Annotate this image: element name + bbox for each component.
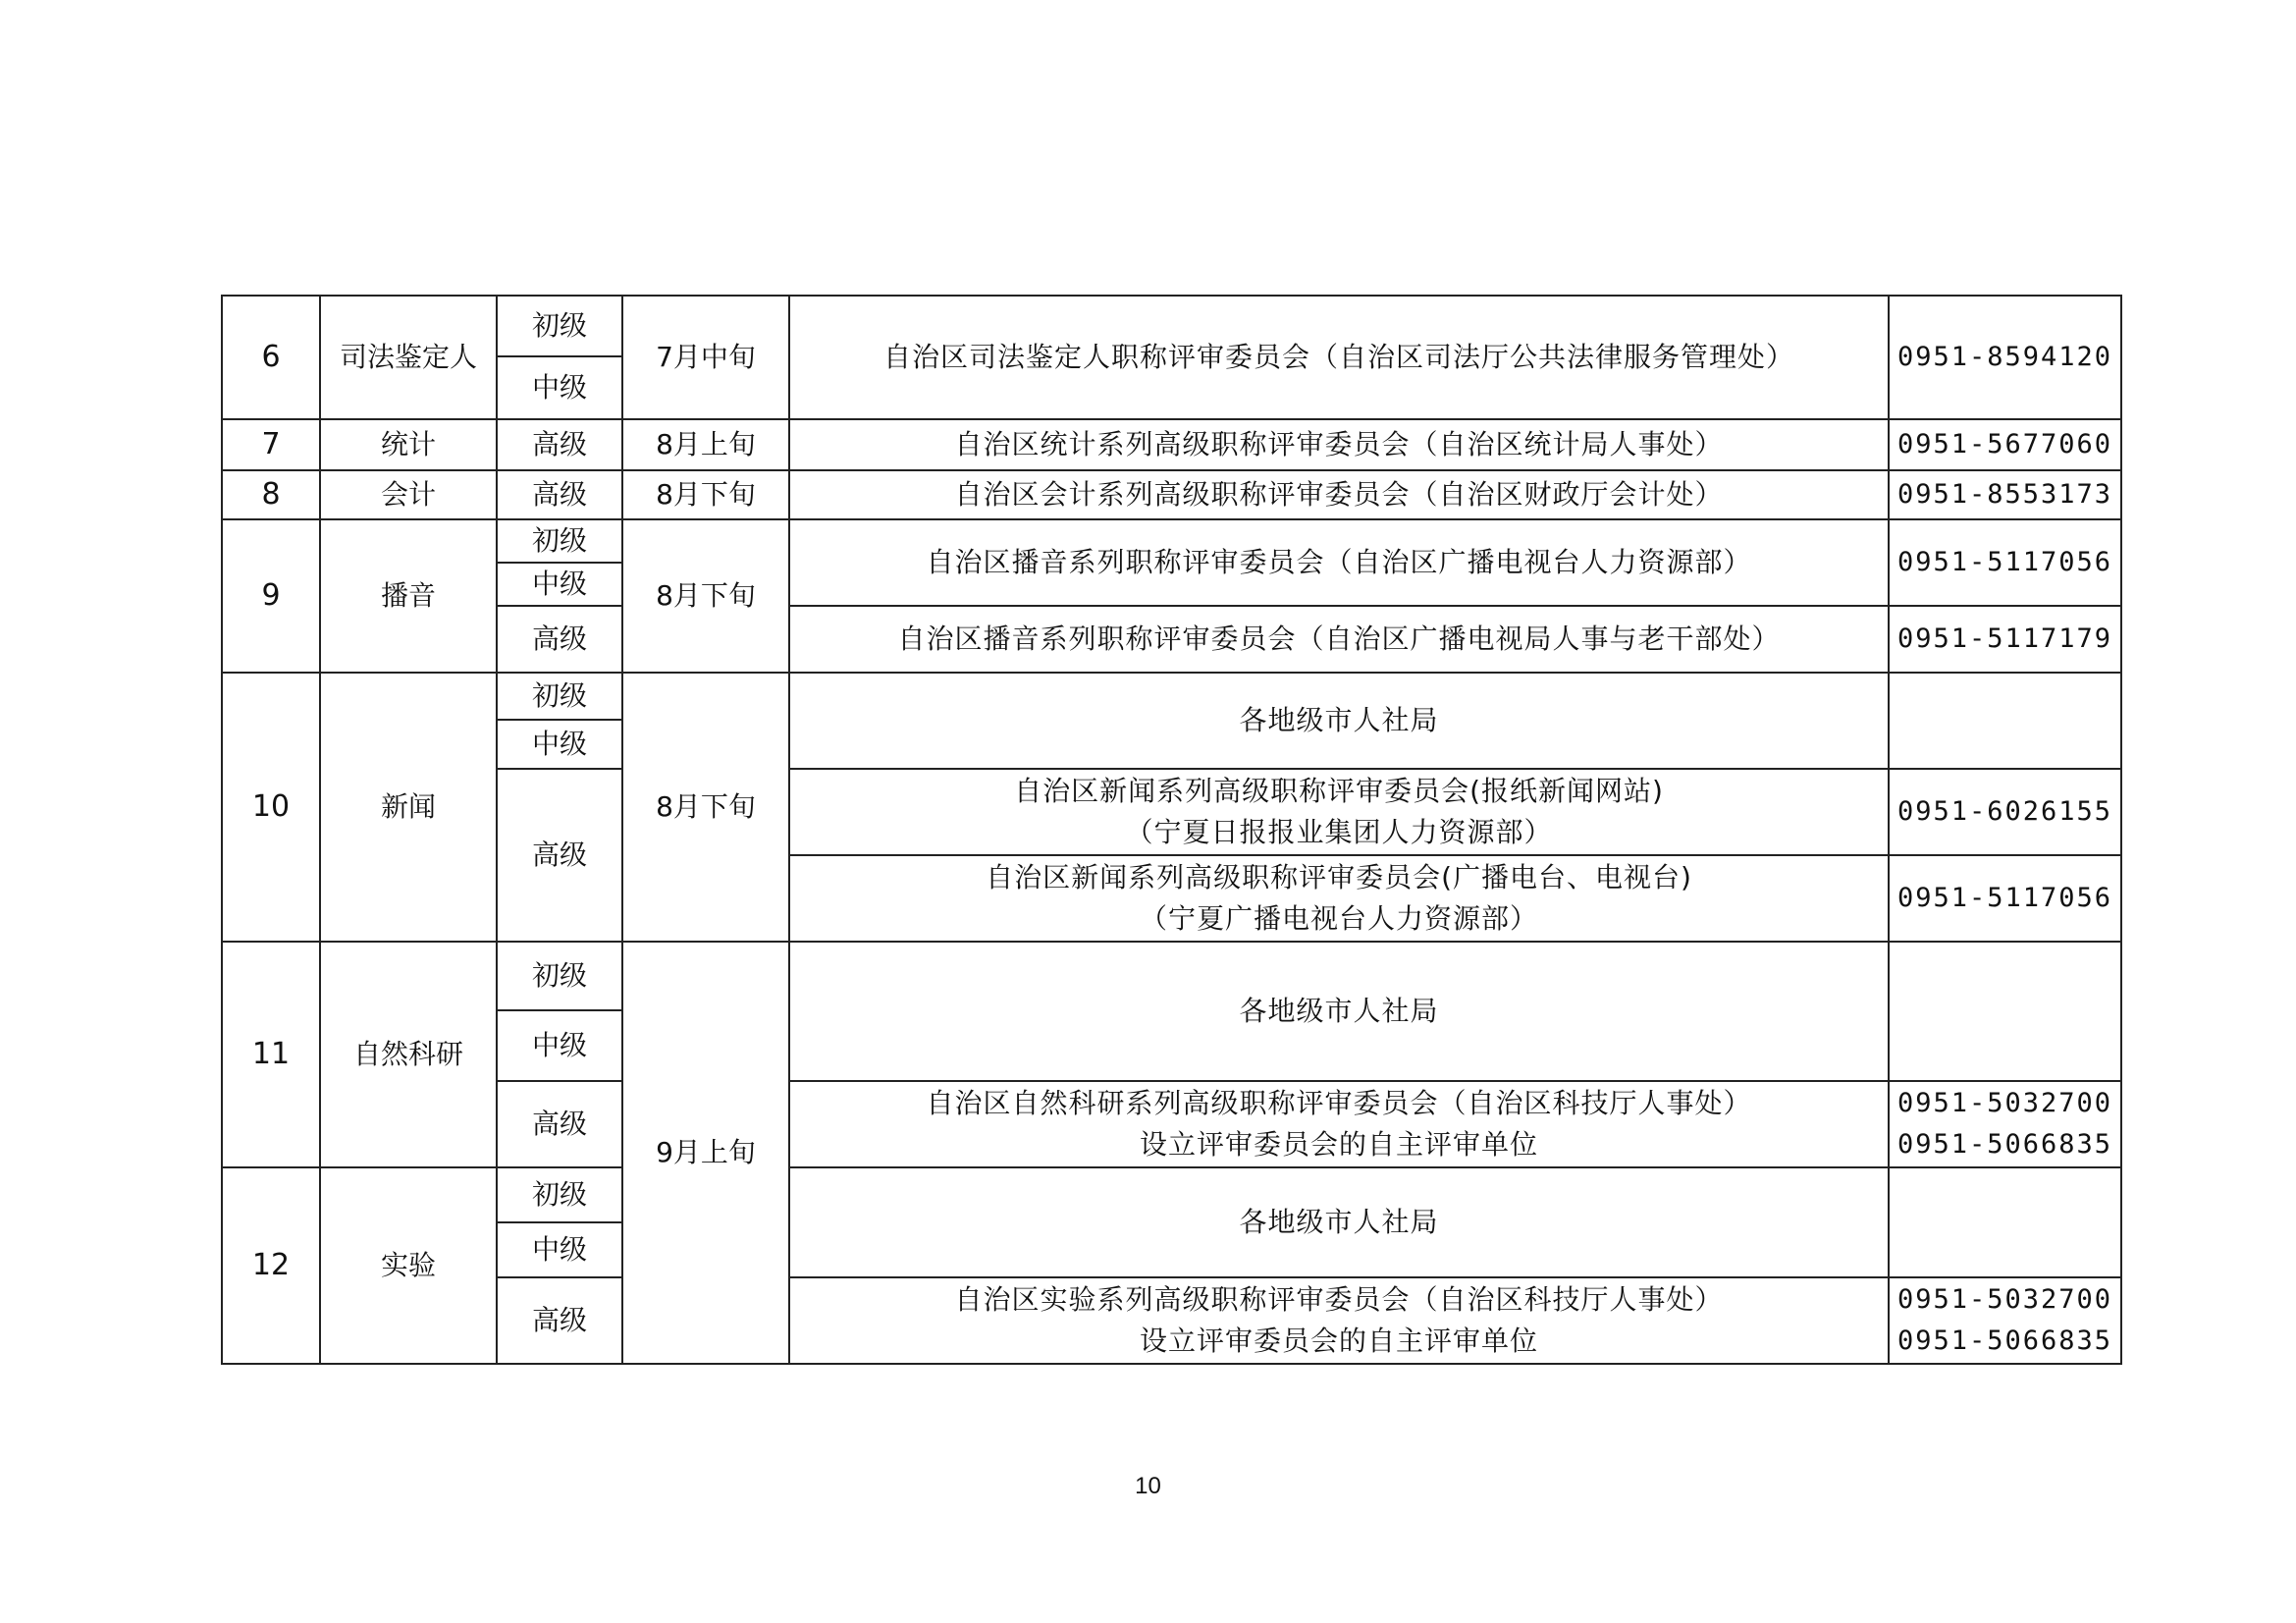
level-cell: 高级 [497,606,622,673]
phone-cell [1889,942,2121,1081]
committee-cell: 各地级市人社局 [789,673,1889,769]
level-cell: 中级 [497,356,622,419]
table-row [222,769,2121,855]
row-number: 11 [222,942,320,1167]
phone-cell: 0951-5117056 [1889,519,2121,606]
committee-cell [789,1081,1889,1167]
committee-line: 设立评审委员会的自主评审单位 [1139,1325,1538,1357]
time-cell: 7月中旬 [622,296,789,419]
phone-cell [1889,673,2121,769]
table-row [222,606,2121,673]
phone-line: 0951-5066835 [1896,1129,2113,1160]
phone-cell: 0951-6026155 [1889,769,2121,855]
level-cell: 初级 [497,296,622,356]
table-row [222,673,2121,720]
row-number: 12 [222,1167,320,1364]
phone-cell: 0951-5677060 [1889,419,2121,470]
category-cell: 会计 [320,470,497,519]
level-cell: 高级 [497,470,622,519]
table-row [222,470,2121,519]
row-number: 7 [222,419,320,470]
phone-cell: 0951-8553173 [1889,470,2121,519]
committee-cell: 自治区司法鉴定人职称评审委员会（自治区司法厅公共法律服务管理处） [789,296,1889,419]
phone-line: 0951-5032700 [1896,1088,2113,1118]
row-number: 8 [222,470,320,519]
level-cell: 高级 [497,1277,622,1364]
committee-cell [789,855,1889,942]
schedule-table [221,295,2122,1365]
committee-cell: 自治区统计系列高级职称评审委员会（自治区统计局人事处） [789,419,1889,470]
committee-line: 自治区实验系列高级职称评审委员会（自治区科技厅人事处） [954,1283,1724,1316]
time-cell: 8月下旬 [622,470,789,519]
level-cell: 中级 [497,1010,622,1081]
category-cell: 实验 [320,1167,497,1364]
table-row [222,1167,2121,1222]
category-cell: 司法鉴定人 [320,296,497,419]
level-cell: 初级 [497,673,622,720]
committee-line: 自治区自然科研系列高级职称评审委员会（自治区科技厅人事处） [926,1087,1752,1119]
time-cell: 8月下旬 [622,673,789,942]
time-cell: 8月上旬 [622,419,789,470]
table-row [222,419,2121,470]
committee-cell [789,1277,1889,1364]
level-cell: 中级 [497,563,622,606]
phone-cell: 0951-8594120 [1889,296,2121,419]
phone-line: 0951-5066835 [1896,1325,2113,1356]
time-cell: 8月下旬 [622,519,789,673]
level-cell: 中级 [497,1222,622,1277]
committee-cell: 自治区播音系列职称评审委员会（自治区广播电视局人事与老干部处） [789,606,1889,673]
committee-cell: 自治区播音系列职称评审委员会（自治区广播电视台人力资源部） [789,519,1889,606]
committee-cell: 自治区会计系列高级职称评审委员会（自治区财政厅会计处） [789,470,1889,519]
level-cell: 初级 [497,942,622,1010]
committee-cell: 各地级市人社局 [789,942,1889,1081]
page-number: 10 [1135,1473,1161,1499]
phone-cell: 0951-5117179 [1889,606,2121,673]
level-cell: 中级 [497,720,622,769]
level-cell: 高级 [497,419,622,470]
phone-cell [1889,1167,2121,1277]
category-cell: 播音 [320,519,497,673]
table-row [222,1081,2121,1167]
time-cell: 9月上旬 [622,942,789,1364]
table-row [222,296,2121,356]
category-cell: 自然科研 [320,942,497,1167]
level-cell: 初级 [497,1167,622,1222]
row-number: 9 [222,519,320,673]
table-row [222,519,2121,563]
category-cell: 统计 [320,419,497,470]
phone-cell [1889,1277,2121,1364]
committee-line: （宁夏日报报业集团人力资源部） [1125,816,1553,848]
row-number: 6 [222,296,320,419]
committee-line: 自治区新闻系列高级职称评审委员会(广播电台、电视台) [986,861,1692,893]
phone-line: 0951-5032700 [1896,1284,2113,1315]
committee-cell [789,769,1889,855]
phone-cell: 0951-5117056 [1889,855,2121,942]
level-cell: 高级 [497,769,622,942]
level-cell: 高级 [497,1081,622,1167]
committee-line: 设立评审委员会的自主评审单位 [1139,1128,1538,1161]
committee-line: 自治区新闻系列高级职称评审委员会(报纸新闻网站) [1014,775,1664,807]
table-row [222,1277,2121,1364]
level-cell: 初级 [497,519,622,563]
table-row [222,942,2121,1010]
committee-cell: 各地级市人社局 [789,1167,1889,1277]
phone-cell [1889,1081,2121,1167]
category-cell: 新闻 [320,673,497,942]
committee-line: （宁夏广播电视台人力资源部） [1139,902,1538,935]
row-number: 10 [222,673,320,942]
